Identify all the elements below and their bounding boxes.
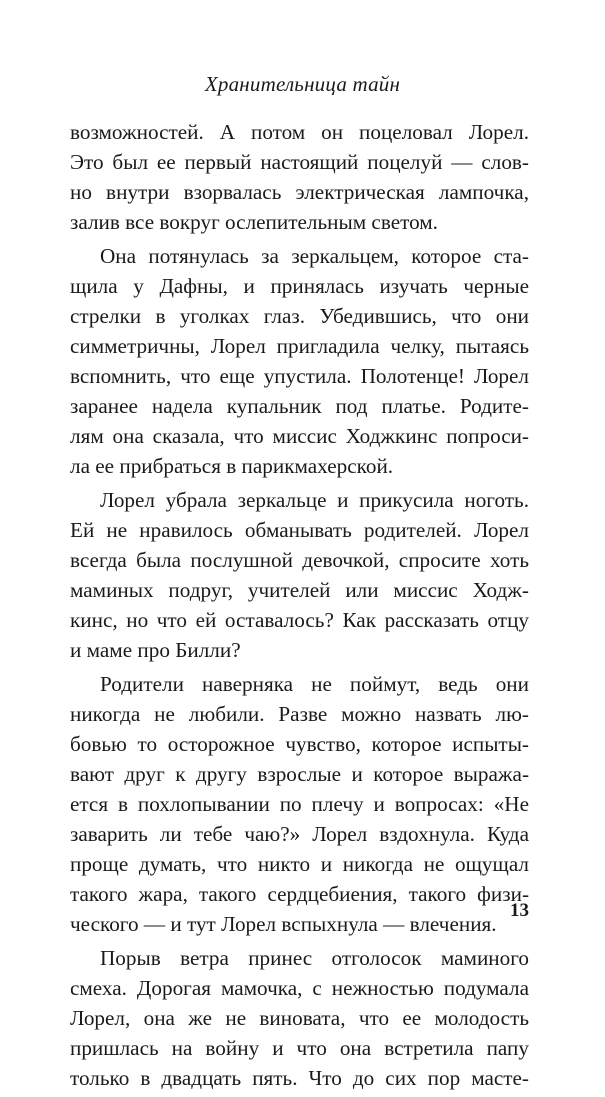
text-line: такого жара, такого сердцебиения, такого физи- [70, 882, 529, 906]
text-line: ла ее прибраться в парикмахерской. [70, 454, 394, 478]
text-line: никогда не любили. Разве можно назвать лю- [70, 702, 529, 726]
text-line: Родители наверняка не поймут, ведь они [100, 672, 529, 696]
text-line: ется в похлопывании по плечу и вопросах: «Не [70, 792, 529, 816]
text-line: всегда была послушной девочкой, спросите хоть [70, 548, 529, 572]
paragraph [70, 943, 529, 1093]
text-line: но внутри взорвалась электрическая лампочка, [70, 180, 529, 204]
paragraph [70, 485, 529, 665]
text-line: заранее надела купальник под платье. Родите- [70, 394, 529, 418]
page-number: 13 [510, 900, 529, 921]
text-line: вают друг к другу взрослые и которое выража- [70, 762, 529, 786]
text-line: щила у Дафны, и принялась изучать черные [70, 274, 529, 298]
text-line: вспомнить, что еще упустила. Полотенце! Лорел [70, 364, 529, 388]
text-line: только в двадцать пять. Что до сих пор масте- [70, 1066, 529, 1090]
paragraph [70, 117, 529, 237]
text-line: лям она сказала, что миссис Ходжкинс попроси- [70, 424, 529, 448]
running-head: Хранительница тайн [204, 72, 401, 96]
text-line: проще думать, что никто и никогда не ощущал [70, 852, 529, 876]
text-line: пришлась на войну и что она встретила папу [70, 1036, 529, 1060]
text-line: Лорел убрала зеркальце и прикусила ноготь. [100, 488, 529, 512]
text-line: заварить ли тебе чаю?» Лорел вздохнула. Куда [70, 822, 529, 846]
text-line: Порыв ветра принес отголосок маминого [100, 946, 529, 970]
text-line: возможностей. А потом он поцеловал Лорел. [70, 120, 529, 144]
text-line: смеха. Дорогая мамочка, с нежностью подумала [70, 976, 529, 1000]
text-line: Ей не нравилось обманывать родителей. Лорел [70, 518, 529, 542]
paragraph [70, 669, 529, 939]
text-line: залив все вокруг ослепительным светом. [70, 210, 438, 234]
text-line: симметричны, Лорел пригладила челку, пытаясь [70, 334, 529, 358]
text-line: кинс, но что ей оставалось? Как рассказать отцу [70, 608, 529, 632]
text-line: маминых подруг, учителей или миссис Ходж- [70, 578, 529, 602]
text-line: и маме про Билли? [70, 638, 241, 662]
text-line: стрелки в уголках глаз. Убедившись, что они [70, 304, 529, 328]
text-line: ческого — и тут Лорел вспыхнула — влечения. [70, 912, 497, 936]
text-line: Она потянулась за зеркальцем, которое ста- [100, 244, 529, 268]
text-line: Это был ее первый настоящий поцелуй — слов- [70, 150, 529, 174]
text-line: Лорел, она же не виновата, что ее молодость [70, 1006, 529, 1030]
body-text [70, 117, 529, 1097]
text-line: бовью то осторожное чувство, которое испыты- [70, 732, 529, 756]
paragraph [70, 241, 529, 481]
